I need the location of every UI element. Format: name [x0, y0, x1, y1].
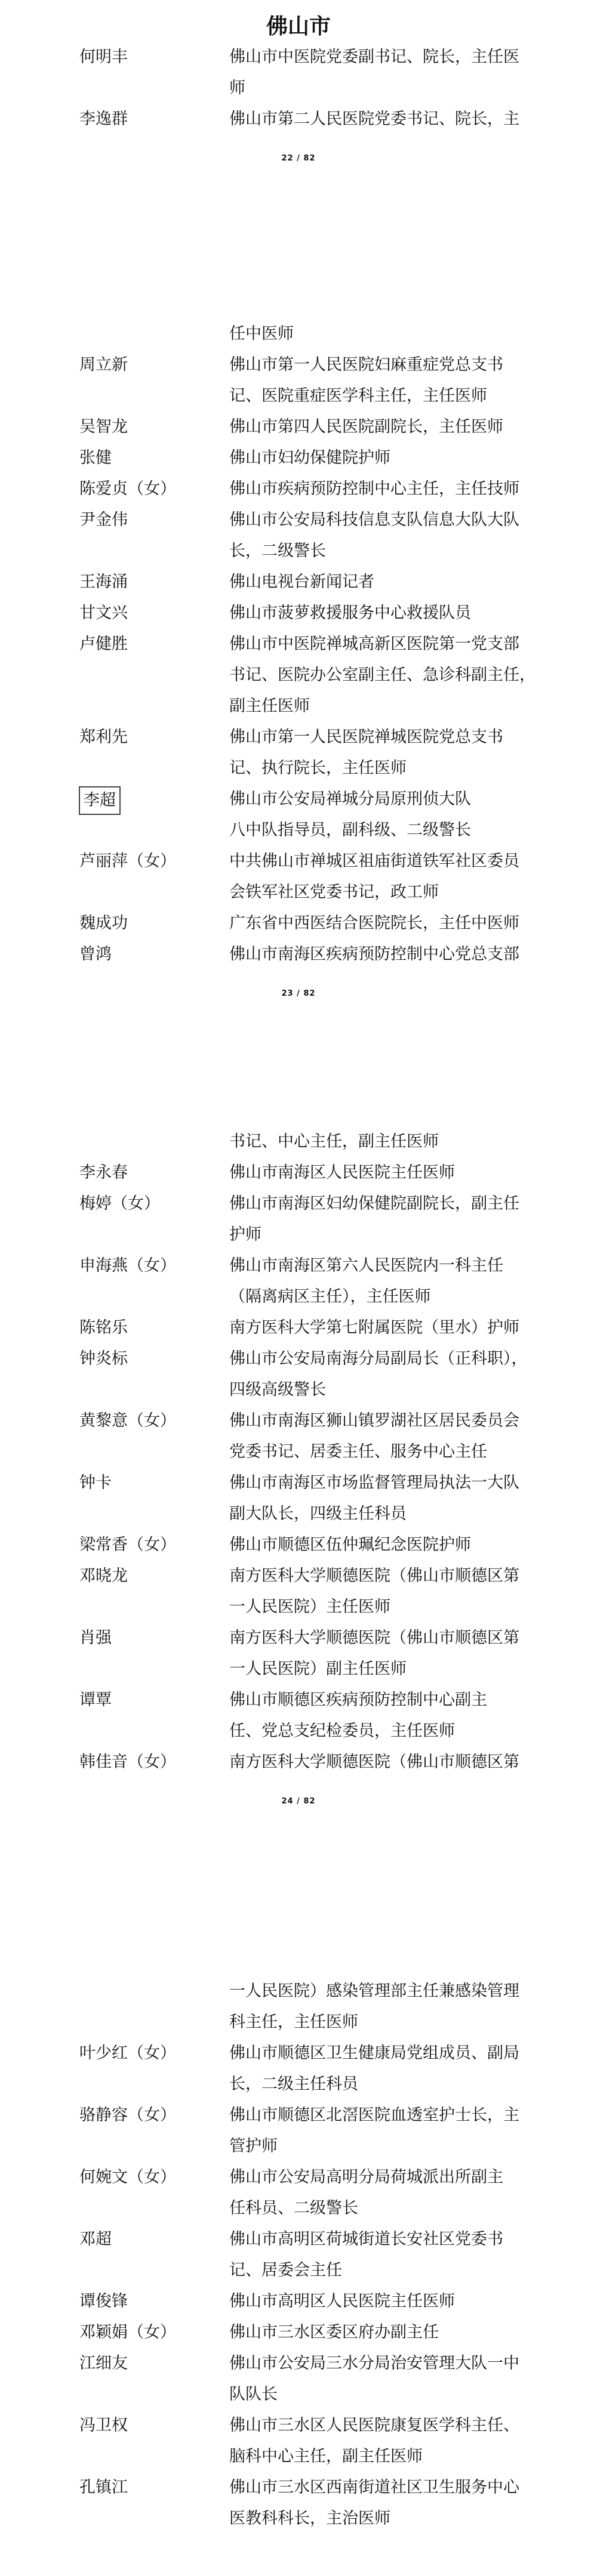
title-line: 会铁军社区党委书记，政工师: [229, 883, 439, 901]
person-title: [229, 1530, 528, 1561]
person-title: [229, 1561, 528, 1623]
page-title: 佛山市: [266, 14, 331, 39]
page-number: 22 / 82: [281, 154, 316, 163]
person-name: 何婉文（女）: [79, 2168, 176, 2186]
person-name: 韩佳音（女）: [79, 1753, 176, 1771]
title-line: 南方医科大学顺德医院（佛山市顺德区第: [229, 1629, 519, 1647]
list-item: [0, 1685, 597, 1747]
person-name: 郑利先: [79, 728, 128, 746]
person-title: [229, 2286, 528, 2317]
person-name: 王海涌: [79, 573, 128, 591]
person-name: 张健: [79, 449, 112, 467]
list-item: [0, 1188, 597, 1250]
title-line: 南方医科大学顺德医院（佛山市顺德区第: [229, 1753, 519, 1771]
title-line: 佛山市三水区委区府办副主任: [229, 2323, 439, 2342]
title-line: 长，二级警长: [229, 542, 326, 560]
title-line: 副大队长，四级主任科员: [229, 1505, 407, 1523]
person-name: 叶少红（女）: [79, 2044, 176, 2062]
title-line: 佛山市第二人民医院党委书记、院长，主: [229, 110, 519, 128]
person-title: [229, 1343, 528, 1406]
person-title: [229, 412, 528, 443]
person-name: 尹金伟: [79, 511, 128, 529]
list-item: [0, 1561, 597, 1623]
list-item: [0, 1468, 597, 1530]
person-name: 曾鸿: [79, 945, 112, 963]
list-item: [0, 1157, 597, 1188]
page-number: 23 / 82: [281, 989, 316, 998]
person-name: 周立新: [79, 356, 128, 374]
person-title: [229, 1188, 528, 1250]
person-title: [229, 104, 528, 135]
list-item: [0, 2410, 597, 2472]
title-line: 南方医科大学顺德医院（佛山市顺德区第: [229, 1567, 519, 1585]
person-name: 黄黎意（女）: [79, 1411, 176, 1430]
person-title: [229, 42, 528, 104]
person-title: [229, 1312, 528, 1343]
title-line: 佛山市菠萝救援服务中心救援队员: [229, 604, 471, 622]
title-line: 佛山市三水区西南街道社区卫生服务中心: [229, 2478, 519, 2497]
person-title: [229, 629, 536, 722]
list-item: [0, 567, 597, 598]
title-line: 任、党总支纪检委员，主任医师: [229, 1722, 455, 1740]
person-name: 芦丽萍（女）: [79, 852, 176, 870]
person-title: [229, 2100, 528, 2162]
person-name: 邓颖娟（女）: [79, 2323, 176, 2342]
title-line: 一人民医院）主任医师: [229, 1598, 390, 1616]
page-number: 24 / 82: [281, 1797, 316, 1806]
title-line: 佛山市第一人民医院妇麻重症党总支书: [229, 356, 503, 374]
title-line: 佛山市南海区市场监督管理局执法一大队: [229, 1474, 519, 1492]
list-item: [0, 1530, 597, 1561]
title-line: 佛山市疾病预防控制中心主任，主任技师: [229, 480, 519, 498]
title-line: 书记、医院办公室副主任、急诊科副主任，: [229, 666, 536, 684]
list-item: [0, 1747, 597, 1778]
person-title: [229, 784, 528, 846]
title-line: 任科员、二级警长: [229, 2199, 358, 2217]
list-item: [0, 42, 597, 104]
list-item: [0, 2317, 597, 2348]
title-line: 佛山电视台新闻记者: [229, 573, 374, 591]
person-name: 申海燕（女）: [79, 1256, 176, 1275]
person-name: 邓晓龙: [79, 1567, 128, 1585]
title-line: 科主任，主任医师: [229, 2013, 358, 2031]
list-item: [0, 2038, 597, 2100]
list-item: [0, 350, 597, 412]
list-item: [0, 939, 597, 970]
list-item: [0, 2472, 597, 2534]
person-name: 梅婷（女）: [79, 1194, 160, 1213]
title-line: 佛山市南海区人民医院主任医师: [229, 1163, 455, 1182]
title-line: 管护师: [229, 2137, 278, 2155]
person-name: 李永春: [79, 1163, 128, 1182]
title-line: 佛山市顺德区卫生健康局党组成员、副局: [229, 2044, 519, 2062]
title-line: 副主任医师: [229, 697, 310, 715]
list-item: [0, 319, 597, 350]
title-line: 佛山市公安局南海分局副局长（正科职），: [229, 1349, 528, 1368]
person-name: 肖强: [79, 1629, 112, 1647]
title-line: 八中队指导员，副科级、二级警长: [229, 821, 471, 839]
title-line: 佛山市南海区狮山镇罗湖社区居民委员会: [229, 1411, 519, 1430]
title-line: 佛山市公安局高明分局荷城派出所副主: [229, 2168, 503, 2186]
title-line: 护师: [229, 1225, 261, 1244]
list-item: [0, 1312, 597, 1343]
title-line: 医教科科长，主治医师: [229, 2509, 390, 2528]
person-title: [229, 1976, 528, 2038]
title-line: 佛山市高明区荷城街道长安社区党委书: [229, 2230, 503, 2248]
person-name: 谭俊锋: [79, 2292, 128, 2311]
person-name: 李超: [79, 786, 121, 815]
title-line: 佛山市顺德区疾病预防控制中心副主: [229, 1691, 487, 1709]
person-name: 冯卫权: [79, 2416, 128, 2435]
list-item: [0, 598, 597, 629]
person-name: 梁常香（女）: [79, 1536, 176, 1554]
title-line: 队队长: [229, 2385, 278, 2404]
person-title: [229, 846, 528, 908]
person-title: [229, 2224, 528, 2286]
title-line: 佛山市三水区人民医院康复医学科主任、: [229, 2416, 519, 2435]
list-item: [0, 1976, 597, 2038]
list-item: [0, 1343, 597, 1406]
person-name: 钟卡: [79, 1474, 112, 1492]
list-item: [0, 2224, 597, 2286]
list-item: [0, 846, 597, 908]
title-line: 佛山市南海区疾病预防控制中心党总支部: [229, 945, 519, 963]
person-title: [229, 1250, 528, 1312]
person-name: 魏成功: [79, 914, 128, 932]
title-line: 脑科中心主任，副主任医师: [229, 2447, 423, 2466]
title-line: 佛山市顺德区北滘医院血透室护士长，主: [229, 2106, 519, 2124]
list-item: [0, 629, 597, 722]
person-name: 何明丰: [79, 48, 128, 66]
title-line: 四级高级警长: [229, 1380, 326, 1399]
title-line: 记、执行院长，主任医师: [229, 759, 407, 777]
person-title: [229, 567, 528, 598]
person-title: [229, 2317, 528, 2348]
person-title: [229, 2410, 528, 2472]
title-line: 佛山市第四人民医院副院长，主任医师: [229, 418, 503, 436]
list-item: [0, 1126, 597, 1157]
title-line: 党委书记、居委主任、服务中心主任: [229, 1443, 487, 1461]
person-title: [229, 319, 528, 350]
person-name: 谭覃: [79, 1691, 112, 1709]
title-line: 书记、中心主任，副主任医师: [229, 1132, 439, 1151]
title-line: 师: [229, 79, 245, 97]
person-title: [229, 1685, 528, 1747]
list-item: [0, 2286, 597, 2317]
title-line: 一人民医院）感染管理部主任兼感染管理: [229, 1982, 519, 2000]
list-item: [0, 1623, 597, 1685]
person-title: [229, 598, 528, 629]
person-title: [229, 908, 528, 939]
title-line: 佛山市南海区第六人民医院内一科主任: [229, 1256, 503, 1275]
title-line: 佛山市妇幼保健院护师: [229, 449, 390, 467]
person-title: [229, 2472, 528, 2534]
title-line: （隔离病区主任），主任医师: [229, 1287, 431, 1306]
person-title: [229, 1126, 528, 1157]
person-title: [229, 1157, 528, 1188]
person-title: [229, 505, 528, 567]
title-line: 任中医师: [229, 325, 294, 343]
list-item: [0, 443, 597, 474]
title-line: 长，二级主任科员: [229, 2075, 358, 2093]
title-line: 佛山市第一人民医院禅城医院党总支书: [229, 728, 503, 746]
list-item: [0, 908, 597, 939]
title-line: 广东省中西医结合医院院长，主任中医师: [229, 914, 519, 932]
title-line: 佛山市公安局禅城分局原刑侦大队: [229, 790, 471, 808]
person-name: 骆静容（女）: [79, 2106, 176, 2124]
person-name: 吴智龙: [79, 418, 128, 436]
person-name: 邓超: [79, 2230, 112, 2248]
title-line: 记、医院重症医学科主任，主任医师: [229, 387, 487, 405]
person-title: [229, 350, 528, 412]
person-name: 陈爱贞（女）: [79, 480, 176, 498]
list-item: [0, 505, 597, 567]
list-item: [0, 722, 597, 784]
person-title: [229, 1406, 528, 1468]
list-item: [0, 2348, 597, 2410]
list-item: [0, 104, 597, 135]
person-name: 甘文兴: [79, 604, 128, 622]
title-line: 记、居委会主任: [229, 2261, 342, 2280]
title-line: 中共佛山市禅城区祖庙街道铁军社区委员: [229, 852, 519, 870]
person-title: [229, 1747, 528, 1778]
person-name: 陈铭乐: [79, 1318, 128, 1337]
list-item: [0, 2100, 597, 2162]
list-item: [0, 2162, 597, 2224]
person-title: [229, 939, 528, 970]
person-name: 钟炎标: [79, 1349, 128, 1368]
title-line: 佛山市中医院党委副书记、院长，主任医: [229, 48, 519, 66]
person-title: [229, 2348, 528, 2410]
person-title: [229, 443, 528, 474]
title-line: 佛山市高明区人民医院主任医师: [229, 2292, 455, 2311]
person-title: [229, 1623, 528, 1685]
list-item: [0, 474, 597, 505]
person-title: [229, 2038, 528, 2100]
person-name: 卢健胜: [79, 635, 128, 653]
title-line: 佛山市中医院禅城高新区医院第一党支部: [229, 635, 519, 653]
person-name: 孔镇江: [79, 2478, 128, 2497]
person-name: 李逸群: [79, 110, 128, 128]
person-title: [229, 1468, 528, 1530]
title-line: 佛山市公安局科技信息支队信息大队大队: [229, 511, 519, 529]
list-item: [0, 784, 597, 846]
title-line: 佛山市公安局三水分局治安管理大队一中: [229, 2354, 519, 2373]
list-item: [0, 412, 597, 443]
person-title: [229, 474, 528, 505]
person-name: 江细友: [79, 2354, 128, 2373]
person-title: [229, 2162, 528, 2224]
title-line: 佛山市顺德区伍仲珮纪念医院护师: [229, 1536, 471, 1554]
title-line: 佛山市南海区妇幼保健院副院长，副主任: [229, 1194, 519, 1213]
list-item: [0, 1250, 597, 1312]
title-line: 一人民医院）副主任医师: [229, 1660, 407, 1678]
person-title: [229, 722, 528, 784]
list-item: [0, 1406, 597, 1468]
title-line: 南方医科大学第七附属医院（里水）护师: [229, 1318, 519, 1337]
